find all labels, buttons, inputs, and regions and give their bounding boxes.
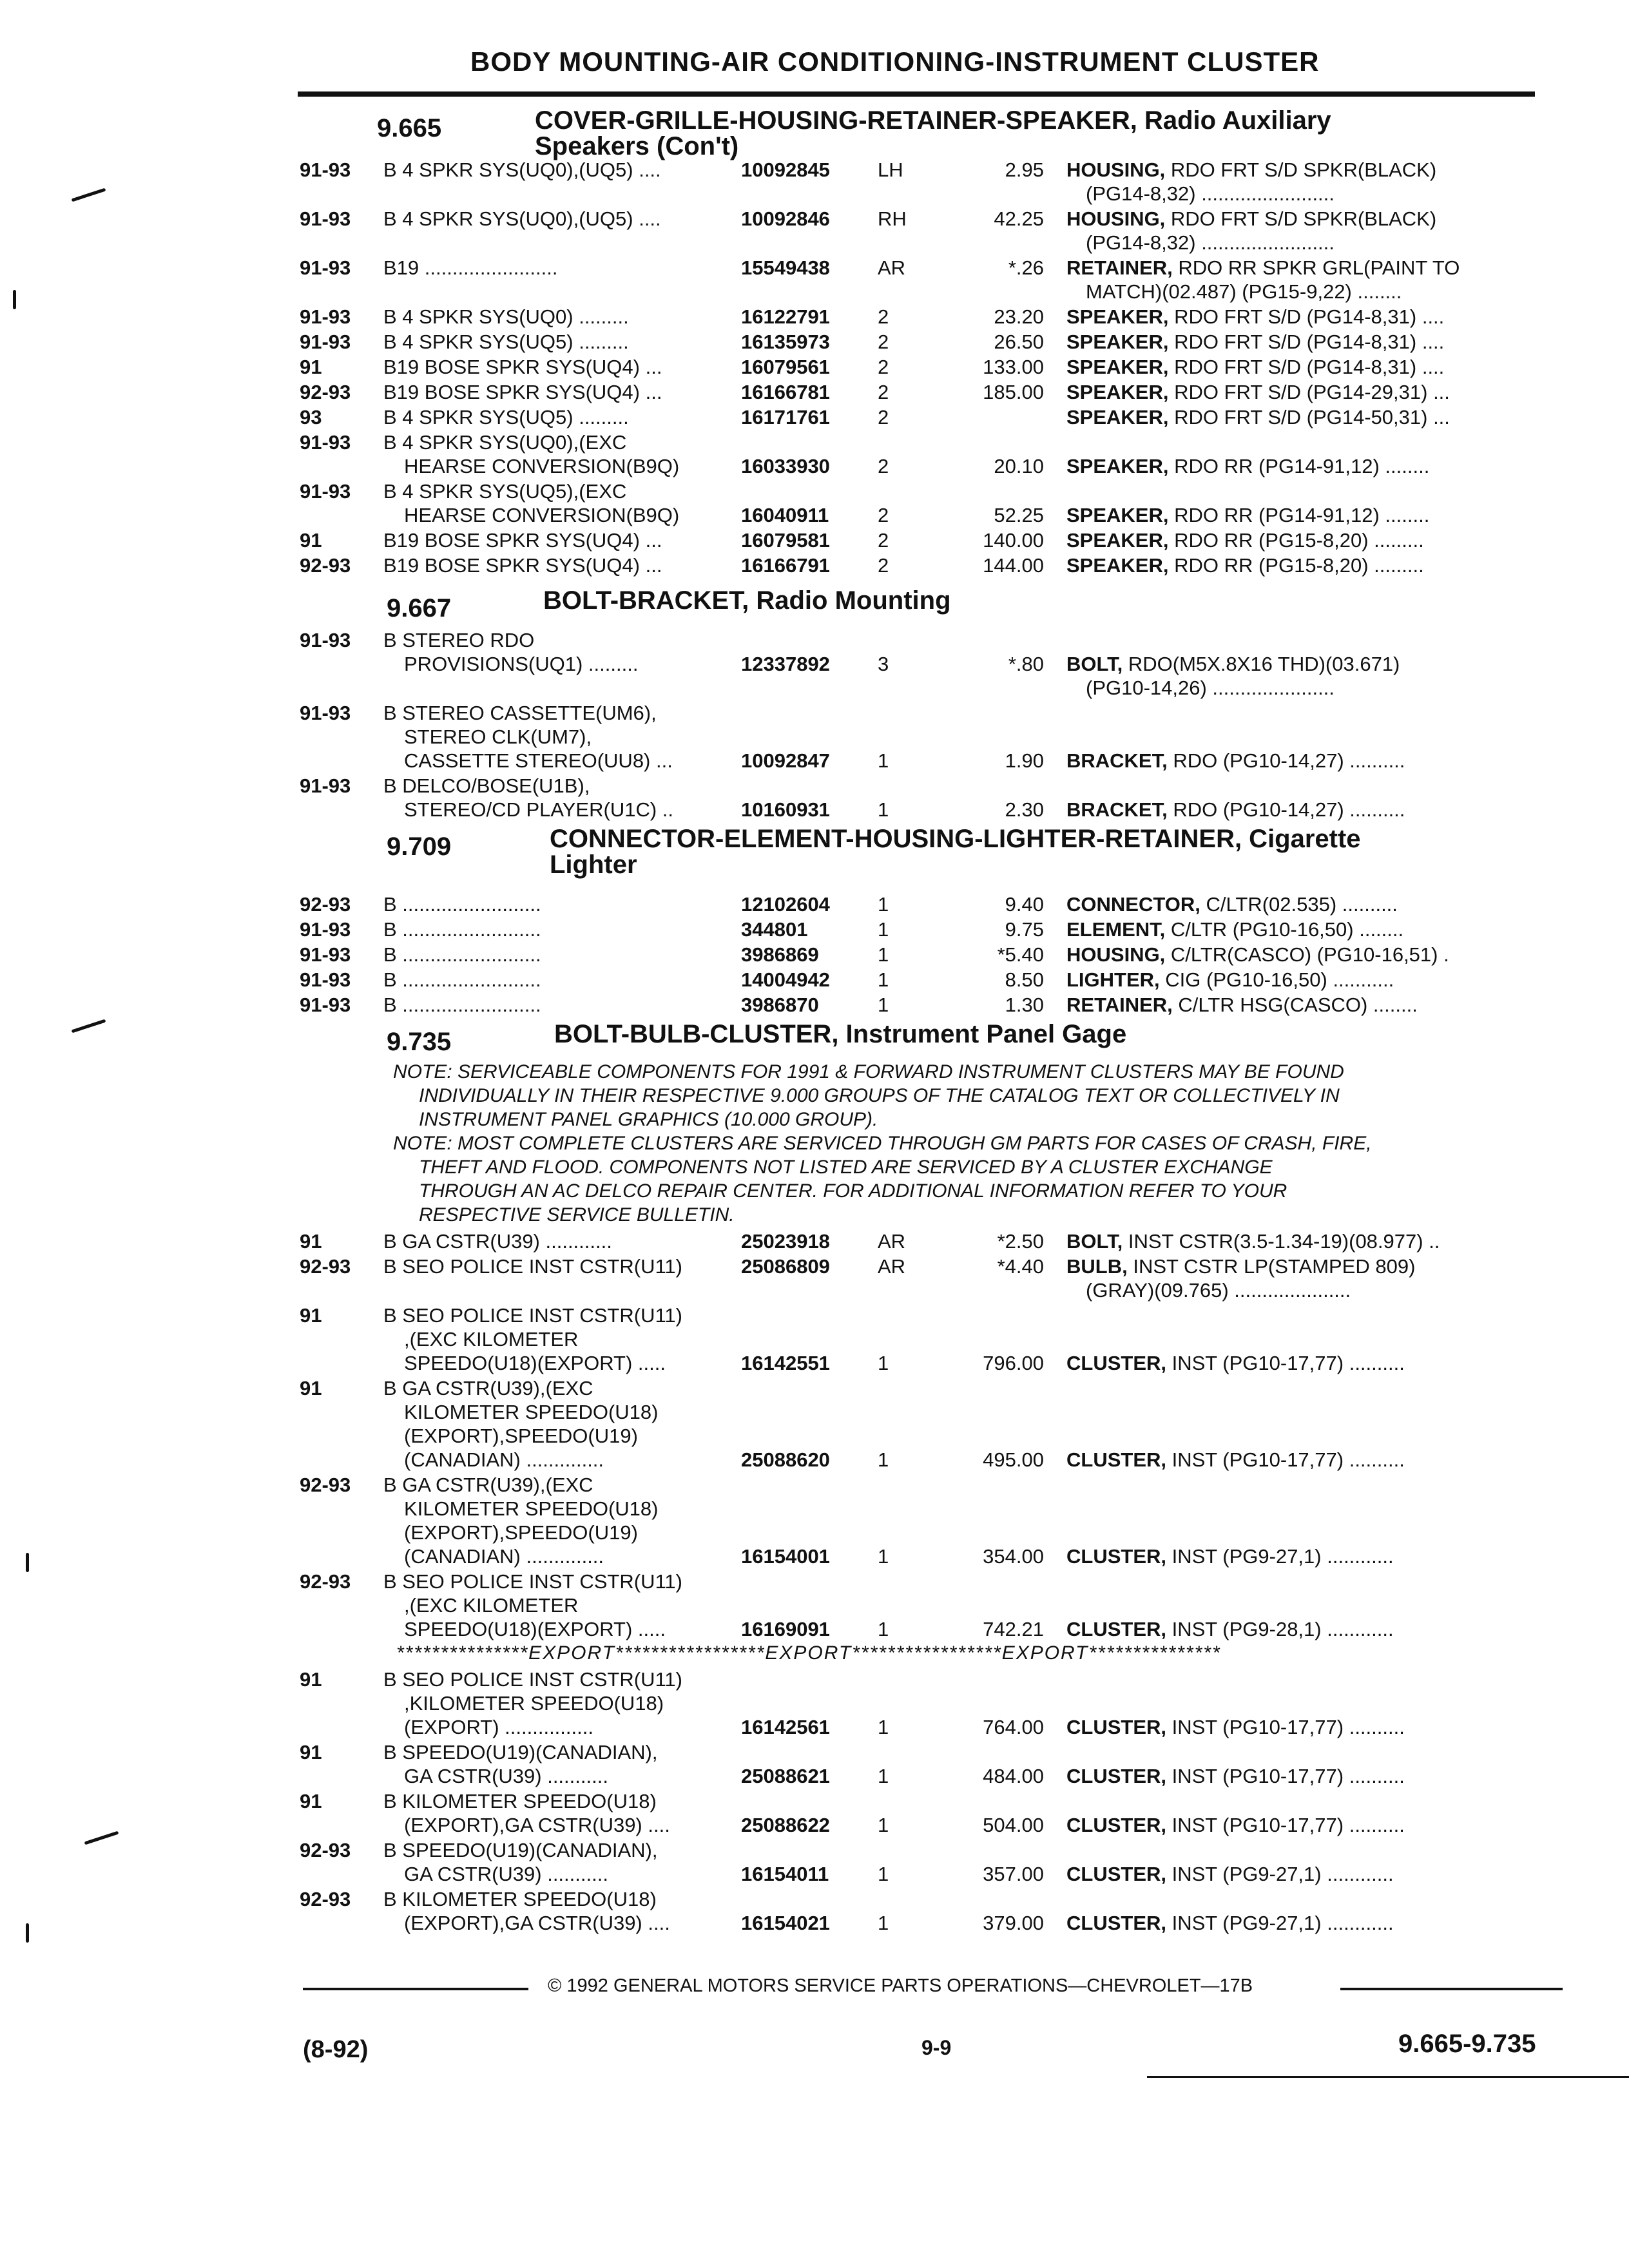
row-quantity: AR	[878, 256, 906, 279]
row-part-number: 14004942	[741, 968, 830, 991]
row-quantity: 1	[878, 1863, 889, 1885]
row-application: B 4 SPKR SYS(UQ0),(EXC	[383, 431, 627, 454]
row-years: 91	[300, 1377, 322, 1399]
row-description: LIGHTER, CIG (PG10-16,50) ...........	[1066, 968, 1394, 991]
row-part-number: 16154001	[741, 1545, 830, 1568]
row-part-number: 25088622	[741, 1814, 830, 1836]
row-description: SPEAKER, RDO FRT S/D (PG14-29,31) ...	[1066, 381, 1450, 403]
row-years: 91-93	[300, 968, 351, 991]
row-description: CLUSTER, INST (PG10-17,77) ..........	[1066, 1448, 1405, 1471]
row-application: PROVISIONS(UQ1) .........	[404, 653, 639, 675]
row-years: 91-93	[300, 256, 351, 279]
row-application: ,(EXC KILOMETER	[404, 1594, 579, 1617]
row-application: B KILOMETER SPEEDO(U18)	[383, 1888, 657, 1910]
section-note	[393, 1131, 1553, 1227]
note-line: NOTE: MOST COMPLETE CLUSTERS ARE SERVICED THROUGH GM PARTS FOR CASES OF CRASH, FIRE,	[393, 1133, 1372, 1154]
row-description: SPEAKER, RDO FRT S/D (PG14-8,31) ....	[1066, 356, 1445, 378]
row-application: (CANADIAN) ..............	[404, 1545, 604, 1568]
row-years: 92-93	[300, 1839, 351, 1861]
row-application: B 4 SPKR SYS(UQ0) .........	[383, 305, 629, 328]
row-application: KILOMETER SPEEDO(U18)	[404, 1401, 659, 1423]
row-price: *.26	[1008, 256, 1044, 279]
row-price: 1.30	[1005, 994, 1044, 1016]
footer-page-number: 9-9	[921, 2036, 952, 2059]
row-years: 91-93	[300, 480, 351, 503]
row-application: B SEO POLICE INST CSTR(U11)	[383, 1668, 682, 1691]
row-part-number: 25088620	[741, 1448, 830, 1471]
row-years: 91	[300, 1304, 322, 1327]
row-application: B 4 SPKR SYS(UQ0),(UQ5) ....	[383, 207, 661, 230]
row-years: 92-93	[300, 1570, 351, 1593]
footer-date: (8-92)	[303, 2036, 369, 2063]
row-application: (CANADIAN) ..............	[404, 1448, 604, 1471]
row-description: CLUSTER, INST (PG10-17,77) ..........	[1066, 1765, 1405, 1787]
row-price: 484.00	[983, 1765, 1044, 1787]
row-part-number: 3986870	[741, 994, 819, 1016]
row-description: CLUSTER, INST (PG9-27,1) ............	[1066, 1545, 1394, 1568]
row-part-number: 15549438	[741, 256, 830, 279]
row-years: 92-93	[300, 893, 351, 916]
row-application: KILOMETER SPEEDO(U18)	[404, 1497, 659, 1520]
row-description: CLUSTER, INST (PG10-17,77) ..........	[1066, 1716, 1405, 1738]
row-description: HOUSING, RDO FRT S/D SPKR(BLACK)	[1066, 207, 1437, 230]
row-application: B DELCO/BOSE(U1B),	[383, 774, 590, 797]
section-code: 9.735	[387, 1028, 452, 1056]
row-years: 92-93	[300, 381, 351, 403]
row-price: 140.00	[983, 529, 1044, 552]
row-price: 9.40	[1005, 893, 1044, 916]
row-part-number: 16154011	[741, 1863, 829, 1885]
row-part-number: 16135973	[741, 331, 830, 353]
row-description: SPEAKER, RDO FRT S/D (PG14-50,31) ...	[1066, 406, 1450, 428]
row-quantity: 2	[878, 381, 889, 403]
row-application: B SPEEDO(U19)(CANADIAN),	[383, 1741, 658, 1763]
row-part-number: 25023918	[741, 1230, 830, 1253]
row-quantity: 3	[878, 653, 889, 675]
row-description: HOUSING, RDO FRT S/D SPKR(BLACK)	[1066, 159, 1437, 181]
row-quantity: 2	[878, 554, 889, 577]
row-description: SPEAKER, RDO RR (PG15-8,20) .........	[1066, 529, 1424, 552]
row-years: 92-93	[300, 1474, 351, 1496]
row-years: 91-93	[300, 629, 351, 651]
row-application: HEARSE CONVERSION(B9Q)	[404, 455, 680, 477]
section-title: COVER-GRILLE-HOUSING-RETAINER-SPEAKER, Radio Auxiliary	[535, 106, 1331, 135]
section-subtitle: Speakers (Con't)	[535, 132, 739, 160]
row-price: *5.40	[997, 943, 1044, 966]
row-application: (EXPORT) ................	[404, 1716, 593, 1738]
row-quantity: 1	[878, 893, 889, 916]
section-code: 9.709	[387, 832, 452, 861]
row-description: CLUSTER, INST (PG10-17,77) ..........	[1066, 1814, 1405, 1836]
row-part-number: 16154021	[741, 1912, 830, 1934]
row-years: 91	[300, 1230, 322, 1253]
row-part-number: 16171761	[741, 406, 830, 428]
row-quantity: 2	[878, 356, 889, 378]
row-application: B19 BOSE SPKR SYS(UQ4) ...	[383, 554, 662, 577]
row-description: BULB, INST CSTR LP(STAMPED 809)	[1066, 1255, 1416, 1278]
row-years: 91-93	[300, 918, 351, 941]
row-price: 133.00	[983, 356, 1044, 378]
row-quantity: 1	[878, 1448, 889, 1471]
row-description: SPEAKER, RDO FRT S/D (PG14-8,31) ....	[1066, 331, 1445, 353]
row-years: 91	[300, 1790, 322, 1812]
row-description: (GRAY)(09.765) .....................	[1086, 1279, 1351, 1302]
note-line: INDIVIDUALLY IN THEIR RESPECTIVE 9.000 GROUPS OF THE CATALOG TEXT OR COLLECTIVELY IN	[419, 1085, 1340, 1106]
row-years: 91-93	[300, 702, 351, 724]
row-application: STEREO/CD PLAYER(U1C) ..	[404, 798, 674, 821]
row-application: B .........................	[383, 968, 541, 991]
row-part-number: 16122791	[741, 305, 830, 328]
row-application: (EXPORT),GA CSTR(U39) ....	[404, 1912, 670, 1934]
row-application: B19 BOSE SPKR SYS(UQ4) ...	[383, 529, 662, 552]
row-years: 92-93	[300, 554, 351, 577]
margin-mark	[84, 1831, 119, 1845]
row-quantity: 1	[878, 994, 889, 1016]
row-description: SPEAKER, RDO RR (PG14-91,12) ........	[1066, 455, 1430, 477]
margin-mark	[72, 188, 106, 202]
section-title: BOLT-BRACKET, Radio Mounting	[543, 586, 951, 615]
row-years: 91-93	[300, 774, 351, 797]
row-description: CLUSTER, INST (PG9-27,1) ............	[1066, 1863, 1394, 1885]
row-description: (PG10-14,26) ......................	[1086, 677, 1335, 699]
header-rule	[298, 91, 1535, 97]
row-application: SPEEDO(U18)(EXPORT) .....	[404, 1618, 666, 1640]
row-quantity: RH	[878, 207, 907, 230]
row-application: B19 BOSE SPKR SYS(UQ4) ...	[383, 356, 662, 378]
margin-mark	[26, 1923, 29, 1943]
row-description: CLUSTER, INST (PG9-27,1) ............	[1066, 1912, 1394, 1934]
row-application: B STEREO CASSETTE(UM6),	[383, 702, 657, 724]
section-title: BOLT-BULB-CLUSTER, Instrument Panel Gage	[554, 1020, 1127, 1048]
row-application: ,(EXC KILOMETER	[404, 1328, 579, 1350]
margin-mark	[72, 1019, 106, 1033]
section-title: CONNECTOR-ELEMENT-HOUSING-LIGHTER-RETAINER, Cigarette	[550, 825, 1361, 853]
row-part-number: 16040911	[741, 504, 829, 526]
row-application: B GA CSTR(U39),(EXC	[383, 1474, 593, 1496]
row-description: CLUSTER, INST (PG9-28,1) ............	[1066, 1618, 1394, 1640]
section-subtitle: Lighter	[550, 850, 637, 879]
row-part-number: 12337892	[741, 653, 830, 675]
row-description: CLUSTER, INST (PG10-17,77) ..........	[1066, 1352, 1405, 1374]
row-application: B SPEEDO(U19)(CANADIAN),	[383, 1839, 658, 1861]
row-application: B SEO POLICE INST CSTR(U11)	[383, 1304, 682, 1327]
row-quantity: 2	[878, 331, 889, 353]
export-divider: ***************EXPORT*****************EXPORT*****************EXPORT***************	[396, 1642, 1221, 1664]
row-part-number: 16169091	[741, 1618, 830, 1640]
row-years: 91	[300, 356, 322, 378]
bottom-edge-rule	[1147, 2076, 1629, 2078]
row-description: BRACKET, RDO (PG10-14,27) ..........	[1066, 749, 1405, 772]
row-price: 504.00	[983, 1814, 1044, 1836]
row-application: CASSETTE STEREO(UU8) ...	[404, 749, 673, 772]
footer-rule-right	[1340, 1988, 1563, 1990]
row-price: 26.50	[994, 331, 1044, 353]
row-price: *4.40	[997, 1255, 1044, 1278]
row-part-number: 16033930	[741, 455, 830, 477]
footer-copyright: © 1992 GENERAL MOTORS SERVICE PARTS OPERATIONS—CHEVROLET—17B	[548, 1975, 1253, 1996]
row-description: RETAINER, C/LTR HSG(CASCO) ........	[1066, 994, 1418, 1016]
row-quantity: 1	[878, 1618, 889, 1640]
row-part-number: 16166791	[741, 554, 830, 577]
row-price: 357.00	[983, 1863, 1044, 1885]
row-quantity: 1	[878, 1912, 889, 1934]
row-part-number: 10160931	[741, 798, 830, 821]
row-part-number: 3986869	[741, 943, 819, 966]
row-price: 9.75	[1005, 918, 1044, 941]
row-years: 91-93	[300, 159, 351, 181]
footer-section-range: 9.665-9.735	[1398, 2030, 1536, 2058]
row-price: *.80	[1008, 653, 1044, 675]
row-application: (EXPORT),SPEEDO(U19)	[404, 1521, 638, 1544]
row-quantity: 1	[878, 918, 889, 941]
row-years: 91	[300, 1668, 322, 1691]
footer-rule-left	[303, 1988, 528, 1990]
row-years: 91-93	[300, 305, 351, 328]
row-application: B 4 SPKR SYS(UQ0),(UQ5) ....	[383, 159, 661, 181]
row-price: 742.21	[983, 1618, 1044, 1640]
row-quantity: 2	[878, 504, 889, 526]
row-years: 91-93	[300, 207, 351, 230]
row-years: 91-93	[300, 331, 351, 353]
row-years: 92-93	[300, 1888, 351, 1910]
row-quantity: 1	[878, 1716, 889, 1738]
row-application: B19 BOSE SPKR SYS(UQ4) ...	[383, 381, 662, 403]
row-application: B .........................	[383, 943, 541, 966]
row-price: 42.25	[994, 207, 1044, 230]
row-part-number: 25086809	[741, 1255, 830, 1278]
row-application: B 4 SPKR SYS(UQ5) .........	[383, 331, 629, 353]
row-price: 23.20	[994, 305, 1044, 328]
row-application: HEARSE CONVERSION(B9Q)	[404, 504, 680, 526]
row-price: 2.30	[1005, 798, 1044, 821]
row-price: 354.00	[983, 1545, 1044, 1568]
row-years: 91-93	[300, 994, 351, 1016]
section-note	[393, 1060, 1553, 1131]
row-part-number: 25088621	[741, 1765, 830, 1787]
margin-mark	[13, 290, 16, 309]
row-part-number: 10092847	[741, 749, 830, 772]
row-quantity: 2	[878, 305, 889, 328]
row-part-number: 12102604	[741, 893, 830, 916]
row-part-number: 10092845	[741, 159, 830, 181]
row-price: 764.00	[983, 1716, 1044, 1738]
row-quantity: AR	[878, 1255, 906, 1278]
row-quantity: 1	[878, 943, 889, 966]
row-years: 91	[300, 1741, 322, 1763]
row-description: CONNECTOR, C/LTR(02.535) ..........	[1066, 893, 1398, 916]
row-price: 52.25	[994, 504, 1044, 526]
row-price: 796.00	[983, 1352, 1044, 1374]
row-years: 91	[300, 529, 322, 552]
row-part-number: 16166781	[741, 381, 830, 403]
row-price: 20.10	[994, 455, 1044, 477]
note-line: INSTRUMENT PANEL GRAPHICS (10.000 GROUP).	[419, 1109, 878, 1130]
row-application: STEREO CLK(UM7),	[404, 726, 592, 748]
row-price: 185.00	[983, 381, 1044, 403]
row-quantity: 1	[878, 798, 889, 821]
margin-mark	[26, 1553, 29, 1572]
row-description: SPEAKER, RDO RR (PG14-91,12) ........	[1066, 504, 1430, 526]
note-line: NOTE: SERVICEABLE COMPONENTS FOR 1991 & FORWARD INSTRUMENT CLUSTERS MAY BE FOUND	[393, 1061, 1344, 1082]
row-description: MATCH)(02.487) (PG15-9,22) ........	[1086, 280, 1402, 303]
row-years: 93	[300, 406, 322, 428]
row-application: SPEEDO(U18)(EXPORT) .....	[404, 1352, 666, 1374]
row-part-number: 16079581	[741, 529, 830, 552]
row-quantity: 1	[878, 1352, 889, 1374]
row-price: 379.00	[983, 1912, 1044, 1934]
row-quantity: 1	[878, 1765, 889, 1787]
row-quantity: 2	[878, 455, 889, 477]
row-application: B SEO POLICE INST CSTR(U11)	[383, 1255, 682, 1278]
row-application: B GA CSTR(U39) ............	[383, 1230, 612, 1253]
note-line: THROUGH AN AC DELCO REPAIR CENTER. FOR ADDITIONAL INFORMATION REFER TO YOUR	[419, 1180, 1287, 1202]
row-application: B GA CSTR(U39),(EXC	[383, 1377, 593, 1399]
row-quantity: LH	[878, 159, 903, 181]
note-line: THEFT AND FLOOD. COMPONENTS NOT LISTED ARE SERVICED BY A CLUSTER EXCHANGE	[419, 1157, 1273, 1178]
row-price: *2.50	[997, 1230, 1044, 1253]
row-application: B KILOMETER SPEEDO(U18)	[383, 1790, 657, 1812]
row-application: (EXPORT),SPEEDO(U19)	[404, 1425, 638, 1447]
row-part-number: 344801	[741, 918, 808, 941]
row-part-number: 16142561	[741, 1716, 830, 1738]
row-price: 2.95	[1005, 159, 1044, 181]
row-quantity: 2	[878, 529, 889, 552]
row-price: 144.00	[983, 554, 1044, 577]
row-price: 1.90	[1005, 749, 1044, 772]
row-quantity: 1	[878, 749, 889, 772]
row-part-number: 16142551	[741, 1352, 830, 1374]
note-line: RESPECTIVE SERVICE BULLETIN.	[419, 1204, 735, 1225]
row-application: GA CSTR(U39) ...........	[404, 1863, 608, 1885]
row-years: 92-93	[300, 1255, 351, 1278]
row-application: B .........................	[383, 893, 541, 916]
page-header-title: BODY MOUNTING-AIR CONDITIONING-INSTRUMENT CLUSTER	[470, 46, 1320, 77]
row-quantity: AR	[878, 1230, 906, 1253]
row-application: B .........................	[383, 918, 541, 941]
section-code: 9.667	[387, 594, 452, 622]
row-application: B SEO POLICE INST CSTR(U11)	[383, 1570, 682, 1593]
row-description: HOUSING, C/LTR(CASCO) (PG10-16,51) .	[1066, 943, 1449, 966]
row-quantity: 2	[878, 406, 889, 428]
row-description: (PG14-8,32) ........................	[1086, 231, 1335, 254]
row-part-number: 16079561	[741, 356, 830, 378]
row-years: 91-93	[300, 431, 351, 454]
row-description: BOLT, RDO(M5X.8X16 THD)(03.671)	[1066, 653, 1400, 675]
row-price: 8.50	[1005, 968, 1044, 991]
row-description: BOLT, INST CSTR(3.5-1.34-19)(08.977) ..	[1066, 1230, 1440, 1253]
row-application: GA CSTR(U39) ...........	[404, 1765, 608, 1787]
row-description: ELEMENT, C/LTR (PG10-16,50) ........	[1066, 918, 1404, 941]
row-application: B 4 SPKR SYS(UQ5),(EXC	[383, 480, 627, 503]
row-price: 495.00	[983, 1448, 1044, 1471]
row-years: 91-93	[300, 943, 351, 966]
row-application: B19 ........................	[383, 256, 558, 279]
row-application: B 4 SPKR SYS(UQ5) .........	[383, 406, 629, 428]
row-description: SPEAKER, RDO RR (PG15-8,20) .........	[1066, 554, 1424, 577]
row-quantity: 1	[878, 1545, 889, 1568]
row-application: B .........................	[383, 994, 541, 1016]
row-description: SPEAKER, RDO FRT S/D (PG14-8,31) ....	[1066, 305, 1445, 328]
row-application: ,KILOMETER SPEEDO(U18)	[404, 1692, 664, 1715]
row-description: (PG14-8,32) ........................	[1086, 182, 1335, 205]
row-quantity: 1	[878, 968, 889, 991]
row-quantity: 1	[878, 1814, 889, 1836]
section-code: 9.665	[377, 114, 442, 142]
row-description: BRACKET, RDO (PG10-14,27) ..........	[1066, 798, 1405, 821]
row-application: B STEREO RDO	[383, 629, 535, 651]
row-application: (EXPORT),GA CSTR(U39) ....	[404, 1814, 670, 1836]
row-description: RETAINER, RDO RR SPKR GRL(PAINT TO	[1066, 256, 1460, 279]
row-part-number: 10092846	[741, 207, 830, 230]
